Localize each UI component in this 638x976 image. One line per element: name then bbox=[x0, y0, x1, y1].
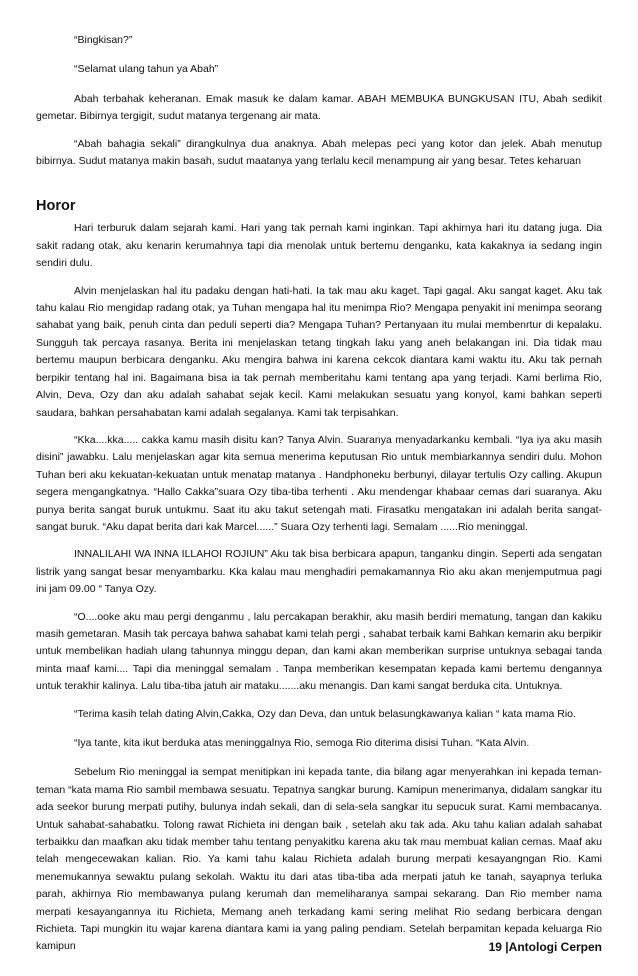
paragraph: “O....ooke aku mau pergi denganmu , lalu percakapan berakhir, aku masih berdiri mematung, tangan dan kakiku masih gemetaran. Masih tak percaya bahwa sahabat kami telah pergi , sahabat terbaik kami Bahkan kemarin aku berpikir untuk membelikan hadiah ulang tahunnya minggu depan, dan kami akan memberikan surprise untuknya sebagai tanda minta maaf kami.... Tapi dia meninggal semalam . Tanpa memberikan kesempatan kepada kami bertemu dengannya untuk terakhir kalinya. Lalu tiba-tiba jatuh air mataku.......aku menangis. Dan kami sangat berduka cita. Untuknya. bbox=[36, 610, 602, 693]
paragraph: Abah terbahak keheranan. Emak masuk ke dalam kamar. ABAH MEMBUKA BUNGKUSAN ITU, Abah sedikit gemetar. Bibirnya tergigit, sudut matanya tergenang air mata. bbox=[36, 92, 602, 123]
paragraph: Alvin menjelaskan hal itu padaku dengan hati-hati. Ia tak mau aku kaget. Tapi gagal. Aku sangat kaget. Aku tak tahu kalau Rio mengidap radang otak, ya Tuhan mengapa hal itu menimpa Rio? Mengapa penyakit ini menimpa seorang sahabat yang baik, penuh cinta dan peduli seperti dia? Mengapa Tuhan? Pertanyaan itu mulai membenrtur di kepalaku. Sungguh tak percaya rasanya. Berita ini menjelaskan tetang tingkah laku yang aneh belakangan ini. Dia tidak mau bertemu maupun berbicara denganku. Aku mengira bahwa ini karena cekcok diantara kami waktu itu. Aku tak pernah berpikir tentang hal ini. Bagaimana bisa ia tak pernah memberitahu kami tentang apa yang terjadi. Kami berlima Rio, Alvin, Deva, Ozy dan aku adalah sahabat sejak kecil. Kami melakukan sesuatu yang konyol, kami bahkan seperti saudara, bahkan persahabatan kami adalah segalanya. Kami tak terpisahkan. bbox=[36, 284, 602, 419]
paragraph: “Iya tante, kita ikut berduka atas meninggalnya Rio, semoga Rio diterima disisi Tuhan. “Kata Alvin. bbox=[74, 737, 530, 749]
document-page bbox=[36, 32, 602, 966]
paragraph: Hari terburuk dalam sejarah kami. Hari yang tak pernah kami inginkan. Tapi akhirnya hari itu datang juga. Dia sakit radang otak, aku kenarin kerumahnya tapi dia menolak untuk bertemu denganku, kata kakaknya ia sedang ingin sendiri dulu. bbox=[36, 222, 602, 270]
paragraph: “Kka....kka..... cakka kamu masih disitu kan? Tanya Alvin. Suaranya menyadarkanku kembali. “Iya iya aku masih disini” jawabku. Lalu menjelaskan agar kita semua menerima keputusan Rio untuk membiarkannya sendiri dulu. Mohon Tuhan beri aku kekuatan-kekuatan untuk menatap matanya . Handphoneku berbunyi, dilayar tertulis Ozy calling. Akupun segera mengangkatnya. “Hallo Cakka”suara Ozy tiba-tiba terhenti . Aku mendengar khabaar cemas dari suaranya. Aku punya berita sangat buruk untukmu. Saat itu aku takut setengah mati. Firasatku mengatakan ini adalah berita sangat-sangat buruk. “Aku dapat berita dari kak Marcel......” Suara Ozy terhenti lagi. Semalam ......Rio meninggal. bbox=[36, 433, 602, 533]
paragraph: “Terima kasih telah dating Alvin,Cakka, Ozy dan Deva, dan untuk belasungkawanya kalian “ kata mama Rio. bbox=[74, 707, 576, 720]
paragraph: Sebelum Rio meninggal ia sempat menitipkan ini kepada tante, dia bilang agar menyerahkan ini kepada teman-teman “kata mama Rio sambil membawa sesuatu. Tepatnya sangkar burung. Kamipun menerimanya, didalam sangkar itu ada seekor burung merpati putihy, bulunya indah sekali, dan di sela-sela sangkar itu sepucuk surat. Kami membacanya. Untuk sahabat-sahabatku. Tolong rawat Richieta ini dengan baik , setelah aku tak ada. Aku tahu kalian adalah sahabat terbaikku dan maafkan aku tidak member tahu tentang penyakitku karena aku tak mau membuat kalian cemas. Maaf aku telah mengecewakan kalian. Rio. Ya kami tahu kalau Richieta adalah burung merpati kesayangngan Rio. Kami menemukannya sewaktu pulang sekolah. Waktu itu dari atas tiba-tiba ada merpati jatuh ke tanah, sayapnya terluka parah, akhirnya Rio membawanya pulang kerumah dan memeliharanya sampai sekarang. Dan Rio member nama merpati kesayangannya itu Richieta, Memang aneh terkadang kami sering melihat Rio sedang berbicara dengan Richieta. Tapi mungkin itu wajar karena diantara kami ia yang paling pendiam. Setelah berpamitan kepada keluarga Rio kamipun bbox=[36, 766, 602, 953]
paragraph: INNALILAHI WA INNA ILLAHOI ROJIUN” Aku tak bisa berbicara apapun, tanganku dingin. Seperti ada sengatan listrik yang sangat besar menyambarku. Kka kalau mau menghadiri pemakamannya Rio aku akan menjemputmua pagi ini jam 09.00 “ Tanya Ozy. bbox=[36, 548, 602, 596]
paragraph: “Abah bahagia sekali” dirangkulnya dua anaknya. Abah melepas peci yang kotor dan jelek. Abah menutup bibirnya. Sudut matanya makin basah, sudut maatanya yang terlalu kecil menampung air yang besar. Tetes keharuan bbox=[36, 137, 602, 168]
section-heading: Horor bbox=[36, 198, 76, 215]
paragraph: “Bingkisan?” bbox=[74, 34, 133, 46]
paragraph: “Selamat ulang tahun ya Abah” bbox=[74, 63, 219, 76]
page-footer: 19 |Antologi Cerpen bbox=[488, 940, 602, 954]
